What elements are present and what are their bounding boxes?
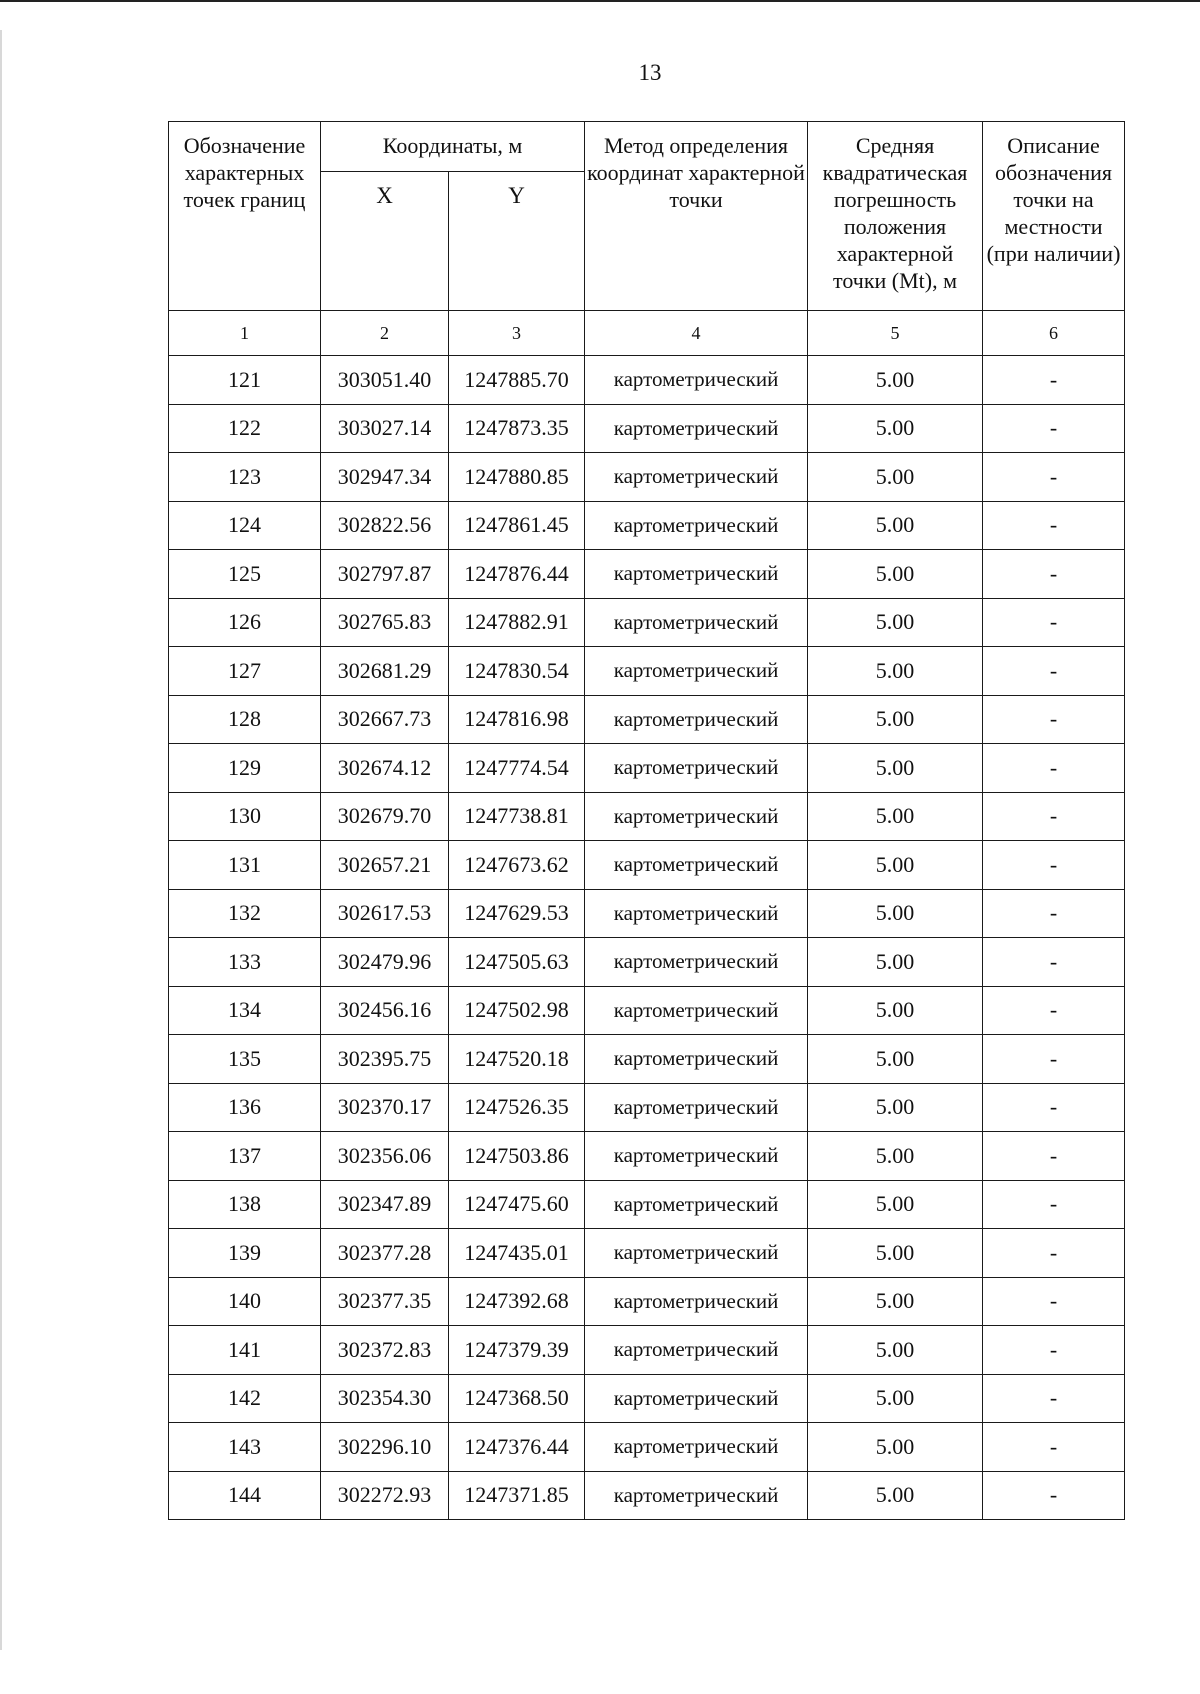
header-method: Метод определения координат характерной точки [585, 122, 808, 311]
cell-point: 124 [169, 501, 321, 550]
cell-error: 5.00 [808, 1132, 983, 1181]
cell-description: - [983, 744, 1125, 793]
cell-method: картометрический [585, 986, 808, 1035]
cell-method: картометрический [585, 550, 808, 599]
cell-x: 303051.40 [321, 356, 449, 405]
table-row [169, 938, 1125, 987]
cell-point: 127 [169, 647, 321, 696]
cell-point: 133 [169, 938, 321, 987]
cell-y: 1247379.39 [449, 1326, 585, 1375]
cell-error: 5.00 [808, 1229, 983, 1278]
cell-x: 302479.96 [321, 938, 449, 987]
table-row [169, 1132, 1125, 1181]
table-row [169, 501, 1125, 550]
cell-description: - [983, 1277, 1125, 1326]
cell-y: 1247873.35 [449, 404, 585, 453]
cell-error: 5.00 [808, 1374, 983, 1423]
cell-point: 130 [169, 792, 321, 841]
cell-error: 5.00 [808, 647, 983, 696]
column-number: 5 [808, 311, 983, 356]
cell-description: - [983, 501, 1125, 550]
cell-y: 1247876.44 [449, 550, 585, 599]
table-row [169, 1083, 1125, 1132]
table-row [169, 550, 1125, 599]
cell-error: 5.00 [808, 695, 983, 744]
cell-method: картометрический [585, 889, 808, 938]
table-row [169, 598, 1125, 647]
cell-point: 128 [169, 695, 321, 744]
top-border-line [0, 0, 1200, 2]
cell-point: 134 [169, 986, 321, 1035]
cell-x: 302456.16 [321, 986, 449, 1035]
cell-description: - [983, 1035, 1125, 1084]
header-error: Средняя квадратическая погрешность положения характерной точки (Mt), м [808, 122, 983, 311]
cell-x: 302679.70 [321, 792, 449, 841]
cell-method: картометрический [585, 356, 808, 405]
cell-description: - [983, 986, 1125, 1035]
cell-x: 302370.17 [321, 1083, 449, 1132]
table-row [169, 889, 1125, 938]
cell-point: 125 [169, 550, 321, 599]
cell-error: 5.00 [808, 986, 983, 1035]
cell-description: - [983, 1326, 1125, 1375]
cell-method: картометрический [585, 695, 808, 744]
cell-error: 5.00 [808, 598, 983, 647]
cell-description: - [983, 1471, 1125, 1520]
cell-method: картометрический [585, 1374, 808, 1423]
column-number-row [169, 311, 1125, 356]
cell-error: 5.00 [808, 1083, 983, 1132]
cell-method: картометрический [585, 1471, 808, 1520]
cell-description: - [983, 792, 1125, 841]
cell-method: картометрический [585, 792, 808, 841]
cell-x: 302947.34 [321, 453, 449, 502]
cell-description: - [983, 647, 1125, 696]
cell-y: 1247629.53 [449, 889, 585, 938]
cell-x: 302395.75 [321, 1035, 449, 1084]
cell-description: - [983, 938, 1125, 987]
cell-point: 126 [169, 598, 321, 647]
cell-y: 1247526.35 [449, 1083, 585, 1132]
cell-method: картометрический [585, 1277, 808, 1326]
cell-description: - [983, 1132, 1125, 1181]
cell-y: 1247376.44 [449, 1423, 585, 1472]
cell-y: 1247738.81 [449, 792, 585, 841]
cell-description: - [983, 1423, 1125, 1472]
cell-y: 1247368.50 [449, 1374, 585, 1423]
cell-error: 5.00 [808, 453, 983, 502]
cell-method: картометрический [585, 1035, 808, 1084]
cell-error: 5.00 [808, 404, 983, 453]
cell-x: 302617.53 [321, 889, 449, 938]
cell-x: 302667.73 [321, 695, 449, 744]
table-row [169, 744, 1125, 793]
cell-point: 144 [169, 1471, 321, 1520]
cell-error: 5.00 [808, 841, 983, 890]
cell-point: 141 [169, 1326, 321, 1375]
cell-description: - [983, 695, 1125, 744]
cell-point: 136 [169, 1083, 321, 1132]
cell-x: 302354.30 [321, 1374, 449, 1423]
cell-point: 139 [169, 1229, 321, 1278]
table-row [169, 1277, 1125, 1326]
table-row [169, 1374, 1125, 1423]
header-y: Y [449, 172, 585, 311]
cell-error: 5.00 [808, 1471, 983, 1520]
column-number: 3 [449, 311, 585, 356]
table-row [169, 841, 1125, 890]
cell-method: картометрический [585, 1132, 808, 1181]
cell-y: 1247673.62 [449, 841, 585, 890]
cell-point: 129 [169, 744, 321, 793]
cell-y: 1247830.54 [449, 647, 585, 696]
cell-y: 1247505.63 [449, 938, 585, 987]
cell-y: 1247502.98 [449, 986, 585, 1035]
column-number: 4 [585, 311, 808, 356]
cell-method: картометрический [585, 647, 808, 696]
cell-x: 302377.28 [321, 1229, 449, 1278]
cell-y: 1247475.60 [449, 1180, 585, 1229]
cell-y: 1247371.85 [449, 1471, 585, 1520]
cell-description: - [983, 453, 1125, 502]
cell-description: - [983, 1229, 1125, 1278]
cell-method: картометрический [585, 598, 808, 647]
table-row [169, 1471, 1125, 1520]
column-number: 6 [983, 311, 1125, 356]
cell-method: картометрический [585, 453, 808, 502]
header-description: Описание обозначения точки на местности (при наличии) [983, 122, 1125, 311]
cell-x: 302372.83 [321, 1326, 449, 1375]
cell-y: 1247520.18 [449, 1035, 585, 1084]
cell-description: - [983, 356, 1125, 405]
cell-x: 302356.06 [321, 1132, 449, 1181]
cell-y: 1247882.91 [449, 598, 585, 647]
cell-y: 1247880.85 [449, 453, 585, 502]
cell-error: 5.00 [808, 1277, 983, 1326]
cell-point: 140 [169, 1277, 321, 1326]
cell-description: - [983, 404, 1125, 453]
table-row [169, 792, 1125, 841]
cell-y: 1247435.01 [449, 1229, 585, 1278]
table-body [169, 356, 1125, 1520]
cell-x: 302347.89 [321, 1180, 449, 1229]
cell-method: картометрический [585, 1326, 808, 1375]
table-row [169, 1229, 1125, 1278]
cell-method: картометрический [585, 938, 808, 987]
column-number: 1 [169, 311, 321, 356]
table-row [169, 1180, 1125, 1229]
cell-point: 135 [169, 1035, 321, 1084]
cell-error: 5.00 [808, 1326, 983, 1375]
table-row [169, 647, 1125, 696]
table-row [169, 1326, 1125, 1375]
cell-error: 5.00 [808, 501, 983, 550]
cell-x: 302822.56 [321, 501, 449, 550]
cell-method: картометрический [585, 501, 808, 550]
header-point: Обозначение характерных точек границ [169, 122, 321, 311]
table-row [169, 986, 1125, 1035]
cell-point: 123 [169, 453, 321, 502]
cell-method: картометрический [585, 841, 808, 890]
cell-y: 1247503.86 [449, 1132, 585, 1181]
cell-error: 5.00 [808, 356, 983, 405]
cell-method: картометрический [585, 404, 808, 453]
cell-description: - [983, 550, 1125, 599]
cell-method: картометрический [585, 1180, 808, 1229]
cell-error: 5.00 [808, 1423, 983, 1472]
cell-y: 1247392.68 [449, 1277, 585, 1326]
cell-error: 5.00 [808, 889, 983, 938]
cell-x: 302657.21 [321, 841, 449, 890]
cell-point: 131 [169, 841, 321, 890]
cell-x: 303027.14 [321, 404, 449, 453]
cell-error: 5.00 [808, 938, 983, 987]
table-row [169, 453, 1125, 502]
cell-method: картометрический [585, 744, 808, 793]
cell-point: 132 [169, 889, 321, 938]
cell-description: - [983, 1083, 1125, 1132]
cell-error: 5.00 [808, 744, 983, 793]
table-row [169, 1035, 1125, 1084]
table-row [169, 404, 1125, 453]
cell-y: 1247774.54 [449, 744, 585, 793]
cell-point: 142 [169, 1374, 321, 1423]
cell-method: картометрический [585, 1083, 808, 1132]
cell-description: - [983, 1180, 1125, 1229]
header-coordinates: Координаты, м [321, 122, 585, 172]
cell-error: 5.00 [808, 792, 983, 841]
column-number: 2 [321, 311, 449, 356]
cell-x: 302765.83 [321, 598, 449, 647]
cell-description: - [983, 889, 1125, 938]
cell-x: 302681.29 [321, 647, 449, 696]
cell-description: - [983, 1374, 1125, 1423]
cell-y: 1247885.70 [449, 356, 585, 405]
cell-point: 143 [169, 1423, 321, 1472]
cell-x: 302272.93 [321, 1471, 449, 1520]
left-scan-edge [0, 30, 2, 1650]
cell-error: 5.00 [808, 1035, 983, 1084]
cell-x: 302674.12 [321, 744, 449, 793]
page-number: 13 [638, 60, 662, 85]
cell-description: - [983, 841, 1125, 890]
table-row [169, 1423, 1125, 1472]
coordinates-table [168, 121, 1125, 1520]
cell-error: 5.00 [808, 550, 983, 599]
cell-point: 138 [169, 1180, 321, 1229]
cell-y: 1247861.45 [449, 501, 585, 550]
cell-method: картометрический [585, 1423, 808, 1472]
cell-method: картометрический [585, 1229, 808, 1278]
table-row [169, 356, 1125, 405]
cell-y: 1247816.98 [449, 695, 585, 744]
cell-x: 302377.35 [321, 1277, 449, 1326]
cell-point: 137 [169, 1132, 321, 1181]
cell-x: 302797.87 [321, 550, 449, 599]
cell-description: - [983, 598, 1125, 647]
cell-error: 5.00 [808, 1180, 983, 1229]
cell-point: 121 [169, 356, 321, 405]
table-row [169, 695, 1125, 744]
cell-x: 302296.10 [321, 1423, 449, 1472]
header-x: X [321, 172, 449, 311]
cell-point: 122 [169, 404, 321, 453]
